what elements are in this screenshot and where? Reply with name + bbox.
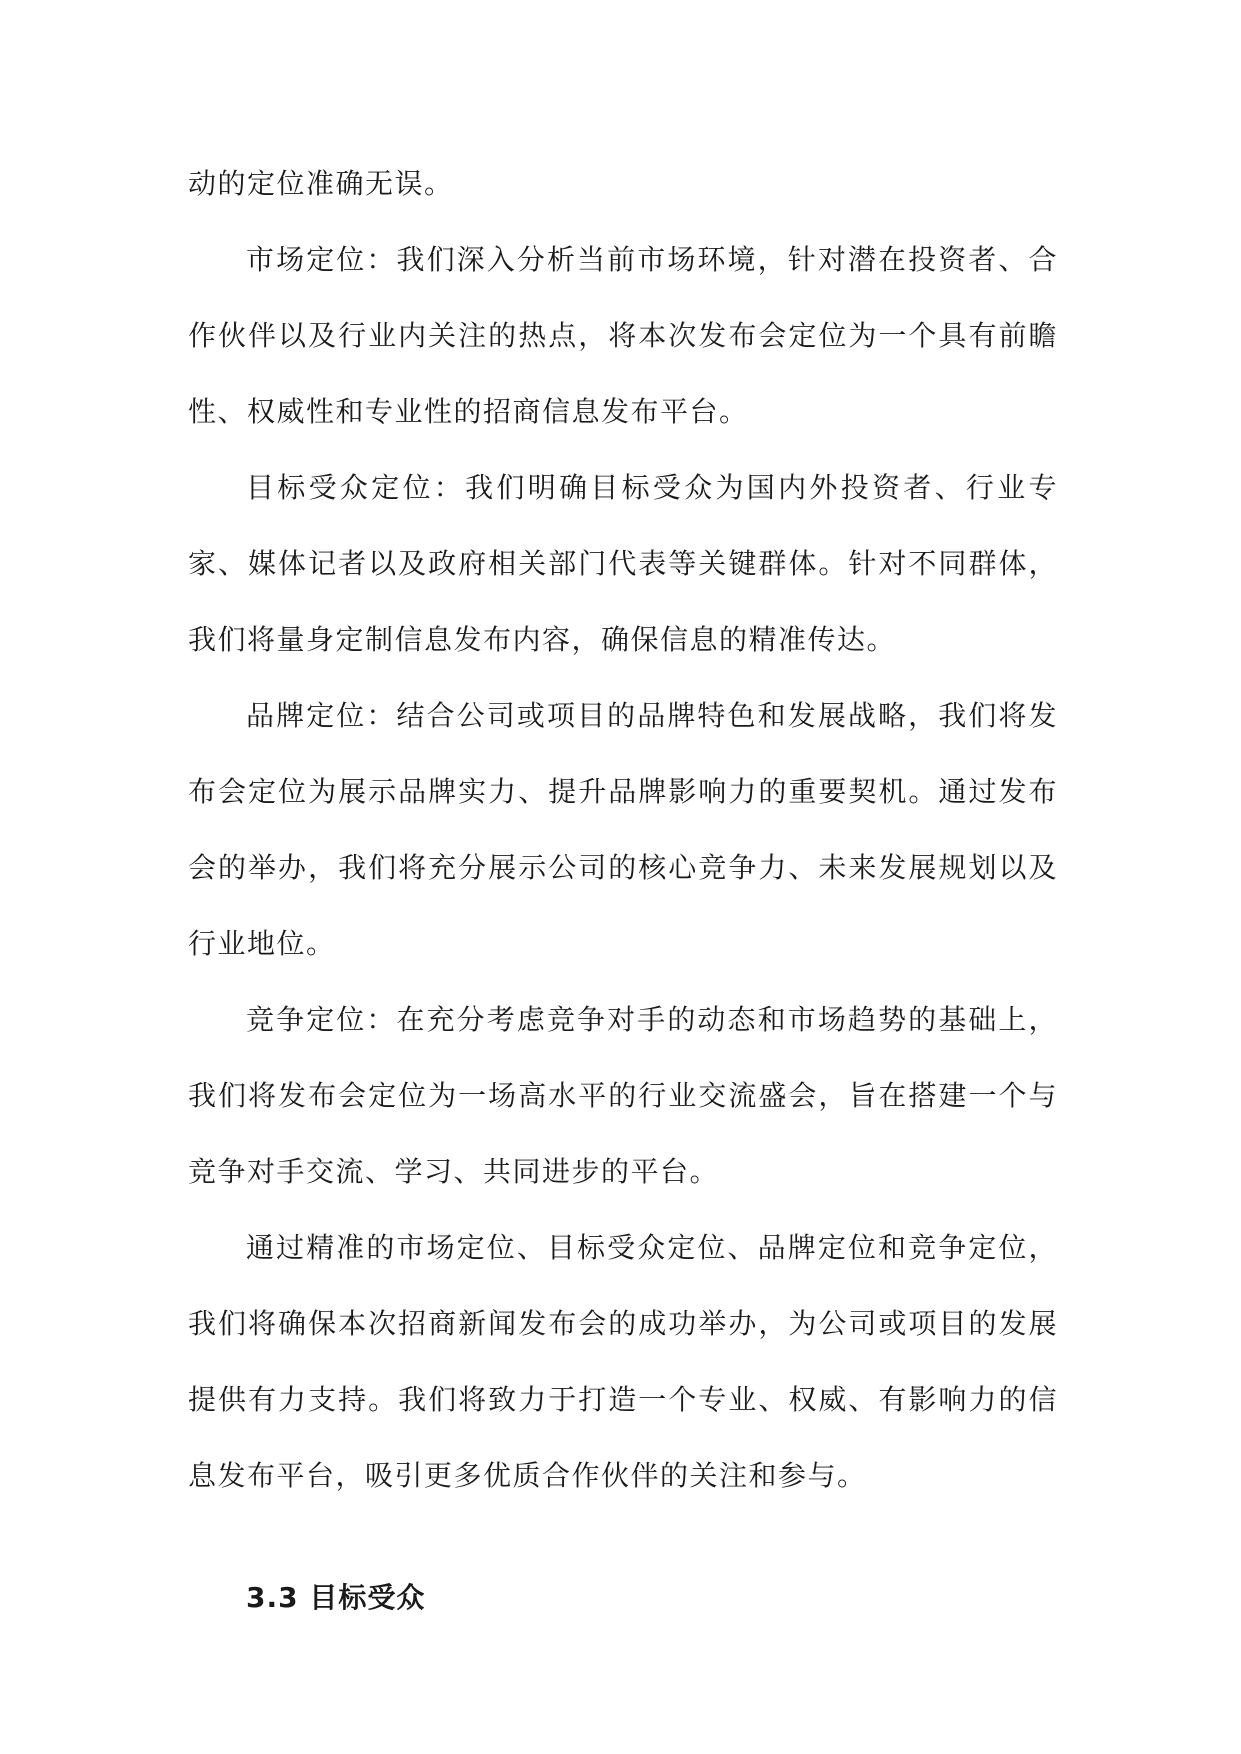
paragraph-market-positioning: 市场定位：我们深入分析当前市场环境，针对潜在投资者、合作伙伴以及行业内关注的热点，将本次发布会定位为一个具有前瞻性、权威性和专业性的招商信息发布平台。 xyxy=(188,243,1058,428)
paragraph-competitive-positioning: 竞争定位：在充分考虑竞争对手的动态和市场趋势的基础上，我们将发布会定位为一场高水平的行业交流盛会，旨在搭建一个与竞争对手交流、学习、共同进步的平台。 xyxy=(188,1003,1058,1188)
paragraph-summary: 通过精准的市场定位、目标受众定位、品牌定位和竞争定位，我们将确保本次招商新闻发布会的成功举办，为公司或项目的发展提供有力支持。我们将致力于打造一个专业、权威、有影响力的信息发布平台，吸引更多优质合作伙伴的关注和参与。 xyxy=(188,1231,1058,1492)
section-heading: 3.3 目标受众 xyxy=(246,1581,426,1614)
document-body xyxy=(188,146,1058,1636)
paragraph-continuation: 动的定位准确无误。 xyxy=(188,167,454,200)
paragraph-audience-positioning: 目标受众定位：我们明确目标受众为国内外投资者、行业专家、媒体记者以及政府相关部门代表等关键群体。针对不同群体，我们将量身定制信息发布内容，确保信息的精准传达。 xyxy=(188,471,1058,656)
paragraph-brand-positioning: 品牌定位：结合公司或项目的品牌特色和发展战略，我们将发布会定位为展示品牌实力、提升品牌影响力的重要契机。通过发布会的举办，我们将充分展示公司的核心竞争力、未来发展规划以及行业地位。 xyxy=(188,699,1058,960)
